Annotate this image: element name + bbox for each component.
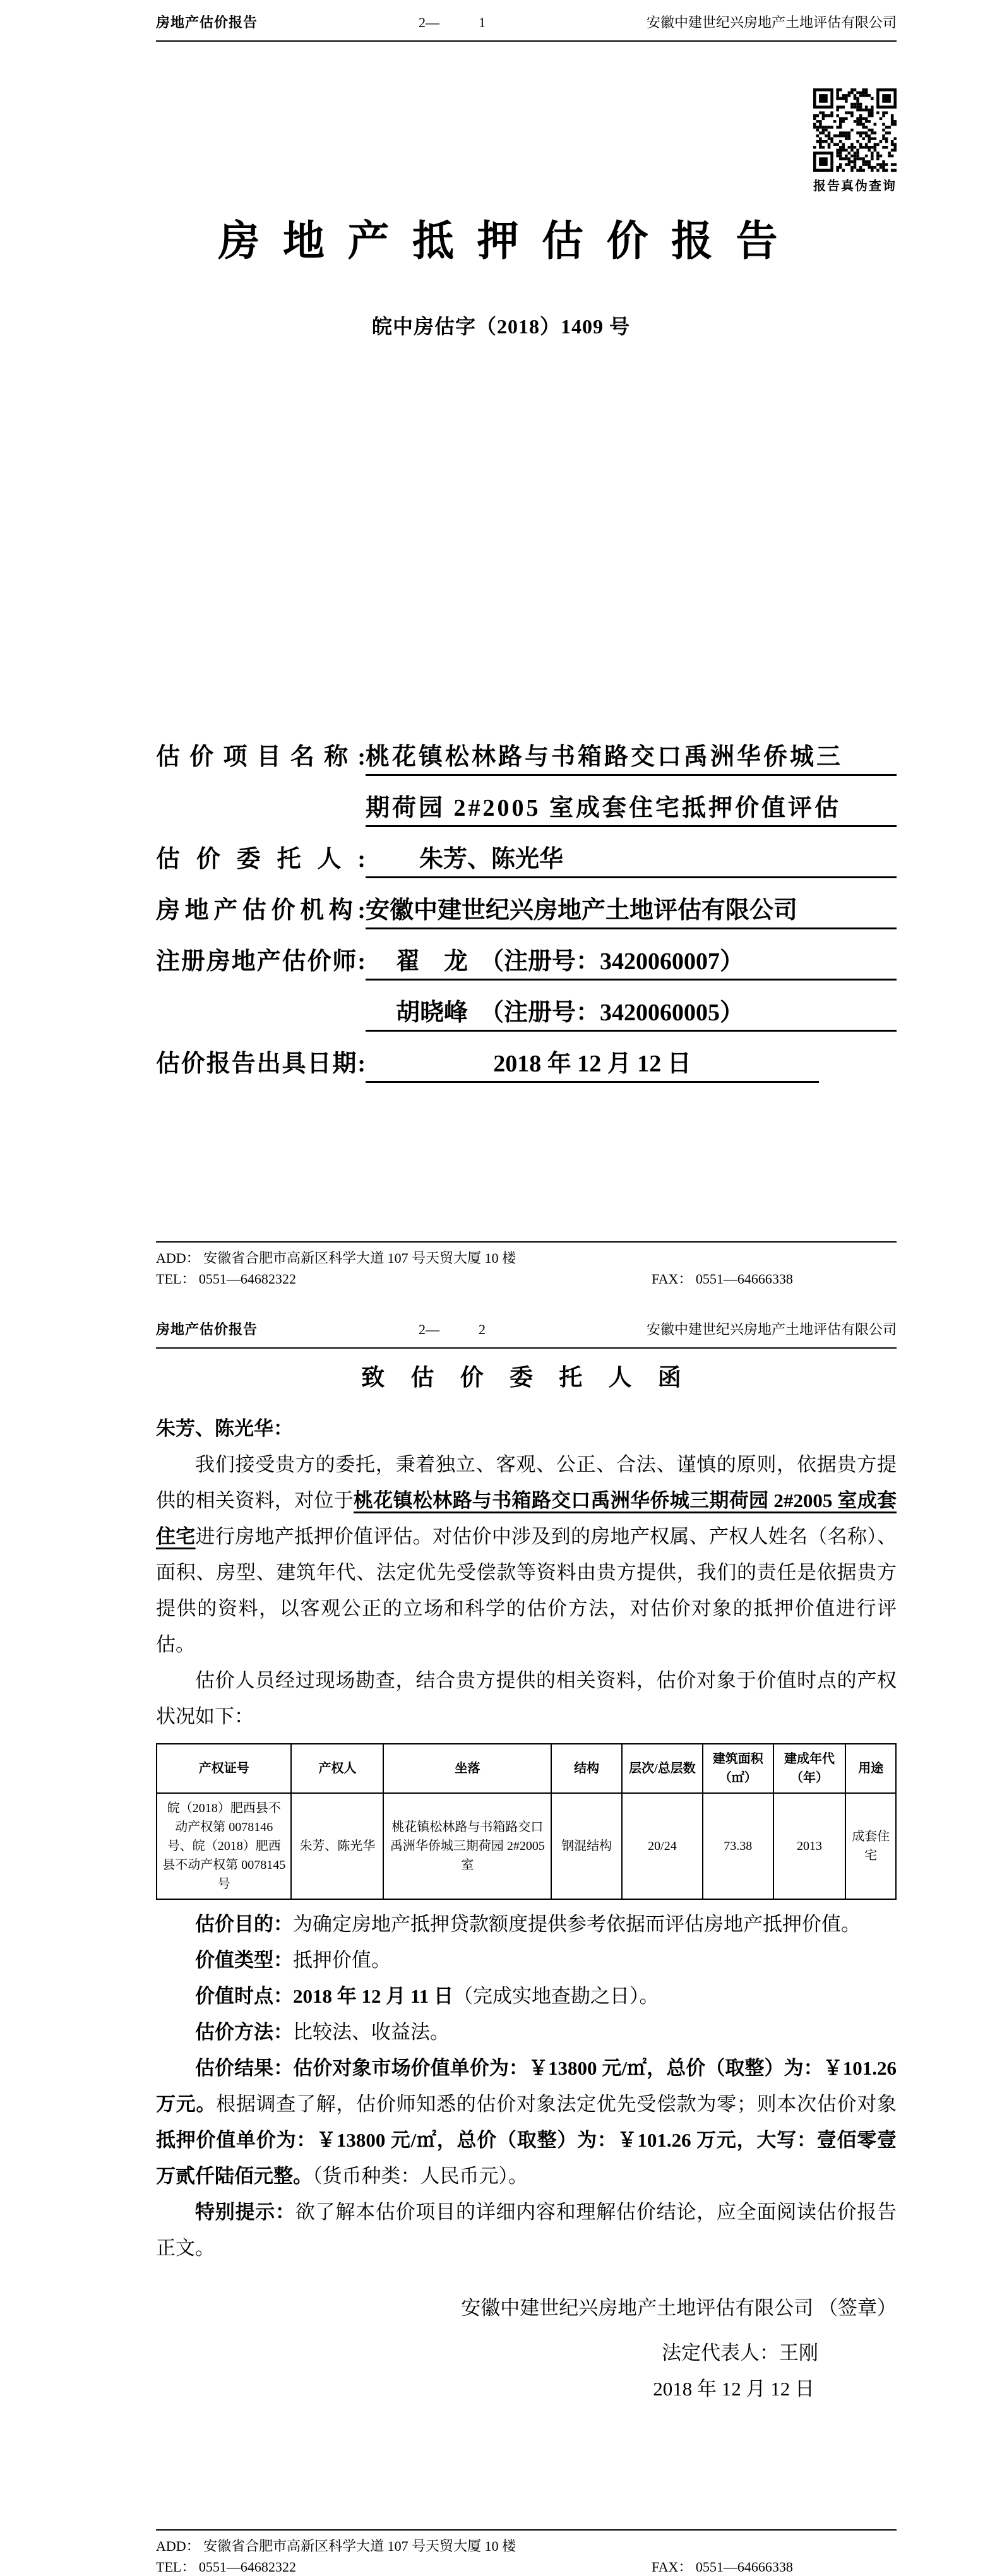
paragraph-result [156,2050,897,2194]
report-title: 房 地 产 抵 押 估 价 报 告 [218,218,784,265]
result-segment-normal-2: （货币种类：人民币元）。 [313,2165,528,2187]
appraiser-field-line2 [156,981,897,1032]
footer-tel: TEL： 0551—64682322 [156,2559,296,2575]
paragraph-value-type [156,1942,897,1978]
page-number [419,14,486,32]
value-type-label: 价值类型： [195,1949,293,1971]
letter-body [156,1363,897,2407]
value-date-label: 价值时点： [195,1985,293,2007]
paragraph-value-date [156,1978,897,2014]
issue-date-label: 估价报告出具日期: [156,1050,366,1077]
purpose-text: 为确定房地产抵押贷款额度提供参考依据而评估房地产抵押价值。 [293,1913,861,1935]
cell-location: 桃花镇松林路与书箱路交口禹洲华侨城三期荷园 2#2005 室 [383,1793,551,1899]
cell-use: 成套住宅 [845,1793,896,1899]
cell-structure: 钢混结构 [551,1793,622,1899]
col-header-floor: 层次/总层数 [622,1744,703,1793]
signature-date: 2018 年 12 月 12 日 [653,2378,814,2400]
page-header [156,1321,897,1349]
footer-contacts [156,2556,897,2576]
project-name-label: 估价项目名称: [156,743,366,770]
footer-tel: TEL： 0551—64682322 [156,1271,296,1287]
client-field [156,827,897,878]
cell-year: 2013 [773,1793,846,1899]
value-type-text: 抵押价值。 [293,1949,391,1971]
qr-caption: 报告真伪查询 [813,179,897,193]
col-header-structure: 结构 [551,1744,622,1793]
page-number [419,1321,486,1339]
result-segment-bold-2: 抵押价值单价为：￥13800 元/㎡，总价（取整）为：￥101.26 万元，大写：壹佰零壹万贰仟陆佰元整。 [156,2129,897,2187]
value-date-note: （完成实地查勘之日）。 [453,1985,659,2007]
cell-cert-no: 皖（2018）肥西县不动产权第 0078146 号、皖（2018）肥西县不动产权第 0078145 号 [157,1793,291,1899]
agency-label: 房地产估价机构: [156,897,366,924]
footer-contacts [156,1268,897,1288]
paragraph-notice [156,2194,897,2266]
page-number-volume: 2— [419,15,439,30]
value-date-value: 2018 年 12 月 11 日 [293,1985,454,2007]
col-header-owner: 产权人 [291,1744,383,1793]
signature-company: 安徽中建世纪兴房地产土地评估有限公司 （签章） [461,2297,897,2319]
signature-legal-rep: 法定代表人：王刚 [662,2342,818,2364]
cell-owner: 朱芳、陈光华 [291,1793,383,1899]
footer-address: ADD： 安徽省合肥市高新区科学大道 107 号天贸大厦 10 楼 [156,2538,516,2554]
project-name-field [156,725,897,776]
footer-fax: FAX： 0551—64666338 [652,2559,793,2575]
appraiser-field [156,929,897,981]
cover-form [156,725,897,1083]
page-footer [156,2529,897,2576]
col-header-year: 建成年代（年） [773,1744,846,1793]
project-name-value-line2: 期荷园 2#2005 室成套住宅抵押价值评估 [366,794,897,828]
page-number-index: 2 [479,1321,486,1337]
page-number-index: 1 [479,15,486,30]
col-header-use: 用途 [845,1744,896,1793]
emphasis-property-name: 桃花镇松林路与书箱路交口禹洲华侨城三期荷园 2#2005 室成套住宅 [156,1489,897,1547]
result-segment-bold-1: 估价结果：估价对象市场价值单价为：￥13800 元/㎡，总价（取整）为：￥101.26 万元。 [156,2057,897,2115]
appraiser-label: 注册房地产估价师: [156,948,366,975]
paragraph-intro-post: 进行房地产抵押价值评估。对估价中涉及到的房地产权属、产权人姓名（名称）、面积、房型、建筑年代、法定优先受偿款等资料由贵方提供，我们的责任是依据贵方提供的资料，以客观公正的立场和科学的估价方法，对估价对象的抵押价值进行评估。 [156,1525,897,1655]
header-doc-type: 房地产估价报告 [156,15,258,30]
col-header-area: 建筑面积（㎡） [703,1744,773,1793]
cell-floor: 20/24 [622,1793,703,1899]
cell-area: 73.38 [703,1793,773,1899]
method-label: 估价方法： [195,2021,293,2043]
table-row [157,1793,896,1899]
appraiser-value-2: 胡晓峰 （注册号：3420060005） [366,998,897,1032]
page-footer [156,1241,897,1288]
purpose-label: 估价目的： [195,1913,293,1935]
report-page-2 [0,1288,1002,2576]
project-name-value-line1: 桃花镇松林路与书箱路交口禹洲华侨城三 [366,742,897,777]
footer-address: ADD： 安徽省合肥市高新区科学大道 107 号天贸大厦 10 楼 [156,1250,516,1266]
page-number-volume: 2— [419,1321,439,1337]
result-segment-normal-1: 根据调查了解，估价师知悉的估价对象法定优先受偿款为零；则本次估价对象 [216,2093,897,2115]
letter-title: 致 估 价 委 托 人 函 [361,1365,691,1391]
paragraph-method [156,2014,897,2050]
report-number: 皖中房估字（2018）1409 号 [371,315,630,338]
project-name-field-line2 [156,776,897,827]
notice-label: 特别提示： [195,2201,295,2223]
agency-field [156,878,897,929]
paragraph-intro-pre: 我们接受贵方的委托，秉着独立、客观、公正、合法、谨慎的原则，依据贵方提供的相关资料，对位于 [156,1453,897,1512]
header-doc-type: 房地产估价报告 [156,1321,258,1337]
notice-text: 欲了解本估价项目的详细内容和理解估价结论，应全面阅读估价报告正文。 [156,2201,897,2259]
col-header-cert-no: 产权证号 [157,1744,291,1793]
qr-verification-block [813,88,897,194]
page-header [156,14,897,42]
client-value: 朱芳、陈光华 [366,845,897,879]
client-label: 估价委托人: [156,845,366,873]
footer-fax: FAX： 0551—64666338 [652,1271,793,1287]
issue-date-value: 2018 年 12 月 12 日 [366,1049,819,1083]
col-header-location: 坐落 [383,1744,551,1793]
agency-value: 安徽中建世纪兴房地产土地评估有限公司 [366,896,897,930]
method-text: 比较法、收益法。 [293,2021,450,2043]
appraiser-value-1: 翟 龙 （注册号：3420060007） [366,947,897,981]
ownership-table [156,1743,897,1900]
signature-block [156,2290,897,2407]
paragraph-intro [156,1446,897,1662]
paragraph-purpose [156,1906,897,1942]
header-company-name: 安徽中建世纪兴房地产土地评估有限公司 [646,1321,897,1337]
table-header-row [157,1744,896,1793]
header-company-name: 安徽中建世纪兴房地产土地评估有限公司 [646,15,897,30]
paragraph-survey: 估价人员经过现场勘查，结合贵方提供的相关资料，估价对象于价值时点的产权状况如下： [156,1669,897,1727]
qr-code-icon [813,88,897,172]
salutation: 朱芳、陈光华： [156,1417,293,1440]
issue-date-field [156,1032,897,1083]
